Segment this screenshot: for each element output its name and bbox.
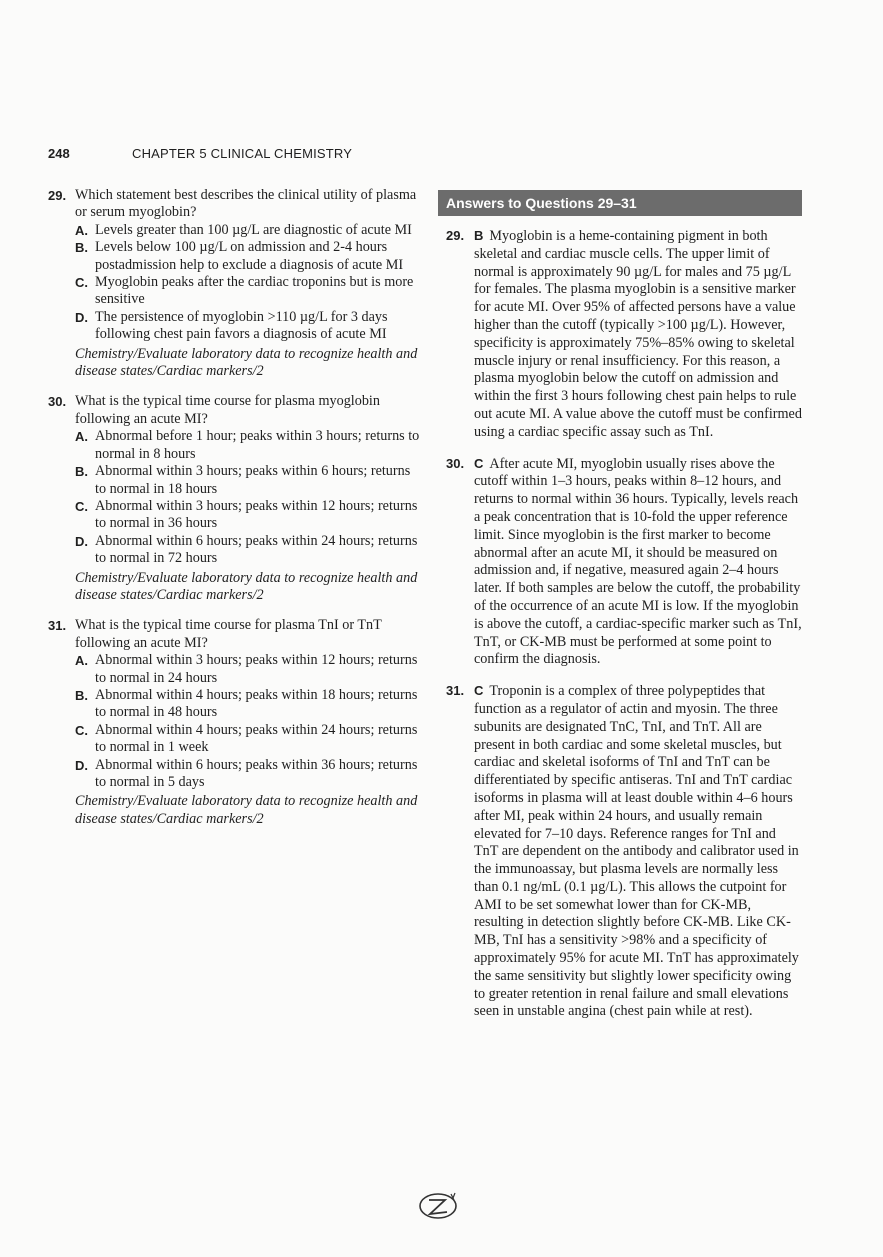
option-d <box>75 533 423 568</box>
option-text: Levels below 100 µg/L on admission and 2-4 hours postadmission help to exclude a diagnosis of acute MI <box>95 239 404 273</box>
answer-29 <box>438 227 802 442</box>
answers-heading: Answers to Questions 29–31 <box>438 190 802 216</box>
option-text: Abnormal within 6 hours; peaks within 24 hours; returns to normal in 72 hours <box>95 532 418 567</box>
answer-key: C <box>474 455 484 471</box>
question-stem: Which statement best describes the clinical utility of plasma or serum myoglobin? <box>75 187 417 221</box>
option-d <box>75 757 423 792</box>
answer-key: B <box>474 228 484 243</box>
question-reference: Chemistry/Evaluate laboratory data to recognize health and disease states/Cardiac markers/2 <box>75 569 418 603</box>
option-c <box>75 722 423 757</box>
question-number: 29. <box>48 188 67 203</box>
answer-number: 29. <box>446 228 465 243</box>
answer-31 <box>438 682 802 1021</box>
question-31 <box>48 617 423 828</box>
option-text: Abnormal before 1 hour; peaks within 3 hours; returns to normal in 8 hours <box>95 428 420 462</box>
answer-key: C <box>474 683 484 699</box>
question-reference: Chemistry/Evaluate laboratory data to recognize health and disease states/Cardiac markers/2 <box>75 793 418 827</box>
option-b <box>75 239 423 274</box>
questions-column <box>48 187 423 841</box>
option-d <box>75 309 423 344</box>
option-letter: C. <box>75 275 88 291</box>
answer-30 <box>438 455 802 670</box>
answer-explanation: After acute MI, myoglobin usually rises above the cutoff within 1–3 hours, peaks within 8–12 hours, and returns to normal within 36 hours. Typically, levels reach a peak concentration that is 10-fold the upper reference limit. Since myoglobin is the first marker to become abnormal after an acute MI, it should be measured on admission and, if negative, measured again 2–4 hours later. If both samples are below the cutoff, the probability of the occurrence of an acute MI is low. If the myoglobin is above the cutoff, a cardiac-specific marker such as TnI, TnT, or CK-MB must be performed at some point to confirm the diagnosis. <box>474 455 802 668</box>
option-text: Abnormal within 3 hours; peaks within 12 hours; returns to normal in 24 hours <box>95 652 418 686</box>
option-letter: B. <box>75 464 88 480</box>
option-b <box>75 463 423 498</box>
question-29 <box>48 187 423 380</box>
option-c <box>75 498 423 533</box>
handwritten-stroke <box>429 1200 447 1214</box>
option-text: Abnormal within 3 hours; peaks within 6 hours; returns to normal in 18 hours <box>95 463 411 497</box>
answer-explanation: Troponin is a complex of three polypeptides that function as a regulator of actin and myosin. The three subunits are designated TnC, TnI, and TnT. All are present in both cardiac and some skeletal muscles, but cardiac and skeletal isoforms of TnI and TnT can be differentiated by specific antiseras. TnI and TnT cardiac isoforms in plasma will at least double within 4–6 hours after MI, peak within 24 hours, and usually remain elevated for 7–10 days. Reference ranges for TnI and TnT are dependent on the antibody and calibrator used in the immunoassay, but plasma levels are normally less than 0.1 ng/mL (0.1 µg/L). This allows the cutpoint for AMI to be set somewhat lower than for CK-MB, resulting in detection slightly before CK-MB. Like CK-MB, TnI has a sensitivity >98% and a specificity of approximately 95% for acute MI. TnT has approximately the same sensitivity but slightly lower specificity owing to greater retention in renal failure and small elevations seen in unstable angina (chest pain while at rest). <box>474 683 799 1020</box>
option-letter: C. <box>75 498 88 514</box>
option-text: Levels greater than 100 µg/L are diagnostic of acute MI <box>95 221 412 238</box>
option-text: Abnormal within 3 hours; peaks within 12 hours; returns to normal in 36 hours <box>95 497 418 532</box>
page-number: 248 <box>48 146 70 161</box>
option-b <box>75 687 423 722</box>
answer-number: 30. <box>446 455 465 471</box>
question-reference: Chemistry/Evaluate laboratory data to recognize health and disease states/Cardiac markers/2 <box>75 345 418 380</box>
option-a <box>75 222 423 239</box>
option-letter: B. <box>75 687 88 703</box>
option-letter: B. <box>75 240 88 256</box>
option-c <box>75 274 423 309</box>
option-text: Abnormal within 6 hours; peaks within 36 hours; returns to normal in 5 days <box>95 756 418 790</box>
answers-column <box>438 190 802 1034</box>
option-letter: D. <box>75 757 88 773</box>
chapter-title: CHAPTER 5 CLINICAL CHEMISTRY <box>132 146 353 161</box>
answer-explanation: Myoglobin is a heme-containing pigment in both skeletal and cardiac muscle cells. The upper limit of normal is approximately 90 µg/L for males and 75 µg/L for females. The plasma myoglobin is a sensitive marker for acute MI. Over 95% of affected persons have a value higher than the cutoff (typically >100 µg/L). However, specificity is approximately 75%–85% owing to skeletal muscle injury or renal insufficiency. For this reason, a plasma myoglobin below the cutoff on admission and within the first 3 hours following chest pain helps to rule out acute MI. A value above the cutoff must be confirmed using a cardiac specific assay such as TnI. <box>474 228 802 440</box>
option-letter: A. <box>75 653 88 669</box>
option-text: Abnormal within 4 hours; peaks within 24 hours; returns to normal in 1 week <box>95 721 418 756</box>
question-stem: What is the typical time course for plasma TnI or TnT following an acute MI? <box>75 617 382 651</box>
option-letter: D. <box>75 309 88 325</box>
option-letter: D. <box>75 533 88 549</box>
running-header <box>48 146 353 161</box>
option-a <box>75 428 423 463</box>
option-letter: A. <box>75 429 88 445</box>
option-a <box>75 652 423 687</box>
answer-number: 31. <box>446 683 465 699</box>
question-30 <box>48 393 423 604</box>
option-text: Abnormal within 4 hours; peaks within 18 hours; returns to normal in 48 hours <box>95 686 418 721</box>
question-number: 31. <box>48 618 67 634</box>
option-letter: C. <box>75 722 88 738</box>
question-stem: What is the typical time course for plasma myoglobin following an acute MI? <box>75 393 380 427</box>
option-text: The persistence of myoglobin >110 µg/L for 3 days following chest pain favors a diagnosis of acute MI <box>95 308 388 343</box>
option-letter: A. <box>75 222 88 238</box>
handwritten-mark <box>417 1188 463 1222</box>
question-number: 30. <box>48 394 67 410</box>
option-text: Myoglobin peaks after the cardiac troponins but is more sensitive <box>95 274 414 308</box>
